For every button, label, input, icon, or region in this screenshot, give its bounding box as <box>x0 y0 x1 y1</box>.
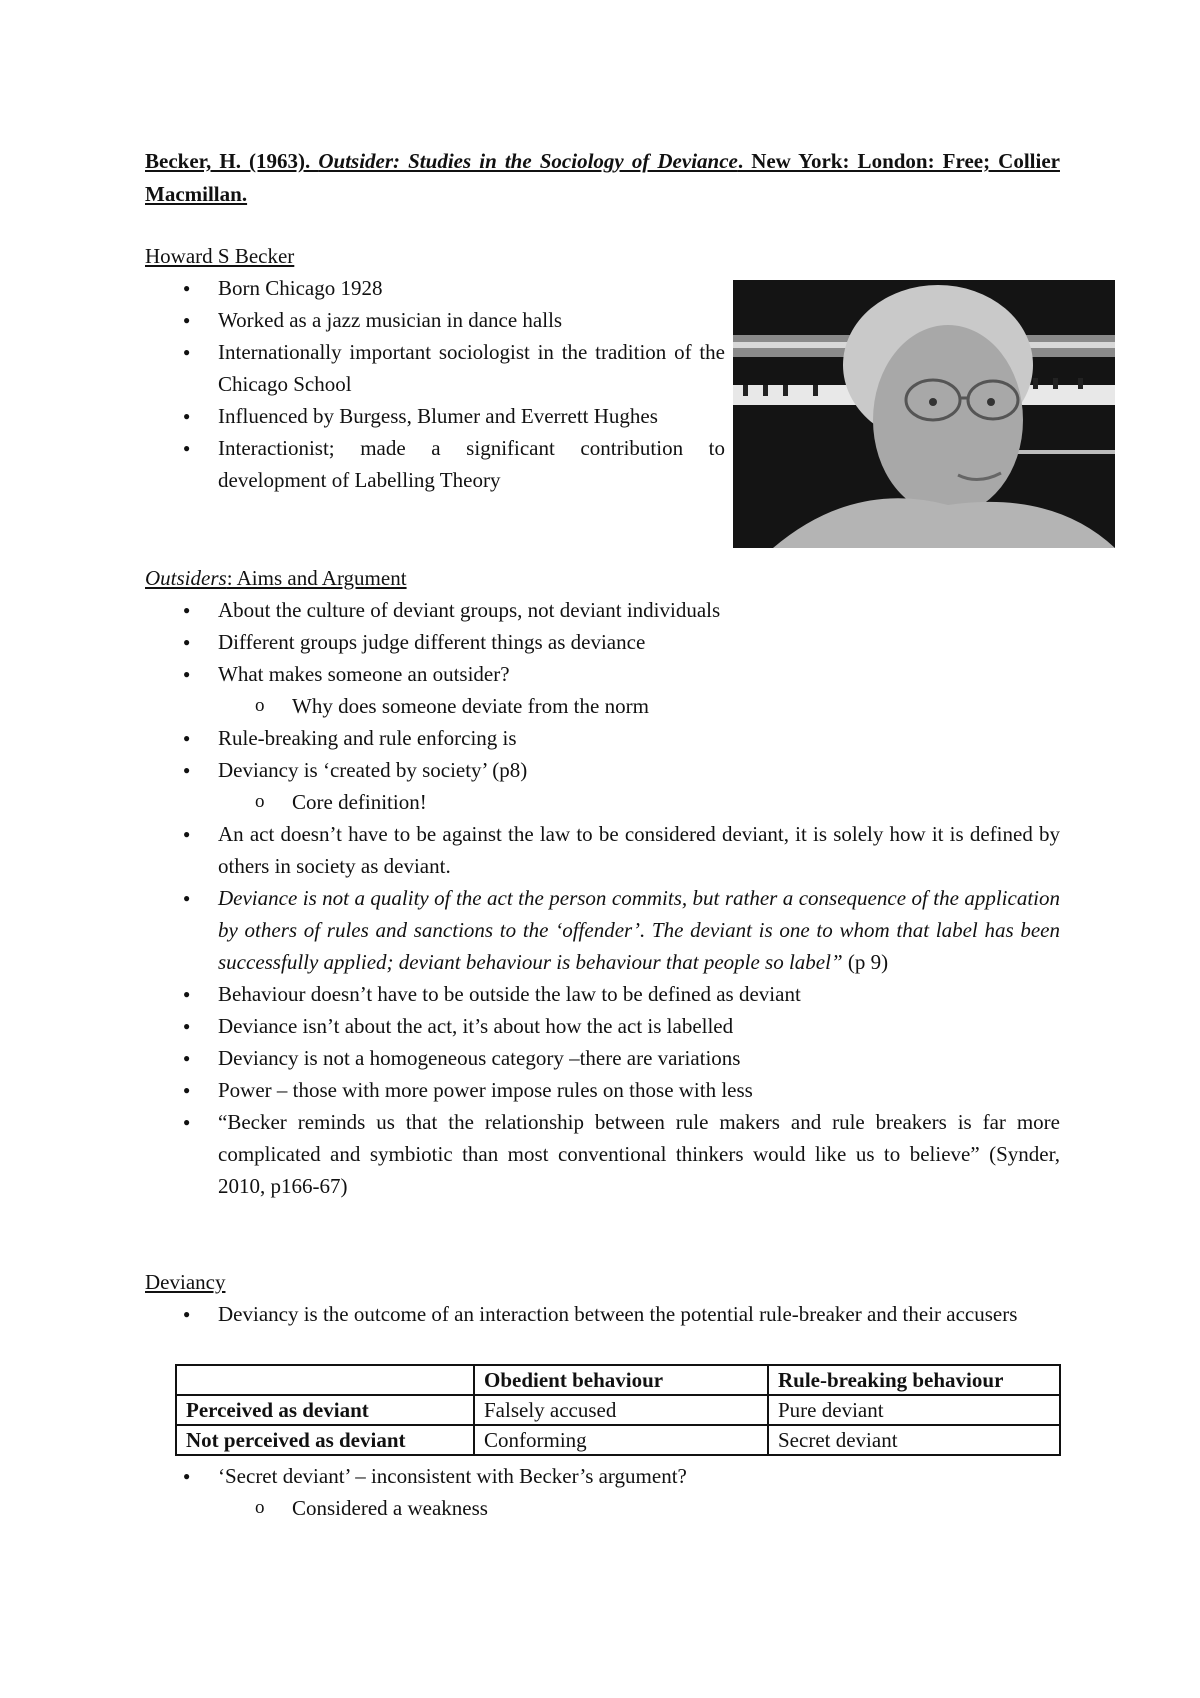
table-cell: Secret deviant <box>768 1425 1060 1455</box>
section-heading-aims-argument: Outsiders: Aims and Argument <box>145 566 407 590</box>
sub-list-item: o Why does someone deviate from the norm <box>145 690 1060 722</box>
citation-publisher: . New York: London: Free; Collier Macmillan. <box>145 149 1060 206</box>
table-cell: Pure deviant <box>768 1395 1060 1425</box>
quote-list-item: ● “Becker reminds us that the relationship between rule makers and rule breakers is far more complicated and symbiotic than most conventional thinkers would like us to believe” (Synder, 2010, p166-67) <box>145 1106 1060 1202</box>
table-cell: Falsely accused <box>474 1395 768 1425</box>
list-item: ● What makes someone an outsider? <box>145 658 1060 690</box>
list-item: ● Internationally important sociologist in the tradition of the Chicago School <box>145 336 725 400</box>
citation-title: Outsider: Studies in the Sociology of Deviance <box>318 149 738 173</box>
list-item: ● Behaviour doesn’t have to be outside the law to be defined as deviant <box>145 978 1060 1010</box>
portrait-image <box>733 280 1115 548</box>
list-item: ● Deviance isn’t about the act, it’s about how the act is labelled <box>145 1010 1060 1042</box>
list-item: ● Interactionist; made a significant contribution to development of Labelling Theory <box>145 432 725 496</box>
table-row-header: Perceived as deviant <box>176 1395 474 1425</box>
table-row <box>176 1425 1060 1455</box>
list-item: ● Deviancy is not a homogeneous category –there are variations <box>145 1042 1060 1074</box>
table-row-header: Not perceived as deviant <box>176 1425 474 1455</box>
list-item: ● Rule-breaking and rule enforcing is <box>145 722 1060 754</box>
citation <box>145 145 1060 211</box>
becker-portrait-photo <box>733 280 1115 548</box>
list-item: ● About the culture of deviant groups, not deviant individuals <box>145 594 1060 626</box>
table-header-row <box>176 1365 1060 1395</box>
list-item: ● Power – those with more power impose rules on those with less <box>145 1074 1060 1106</box>
list-item: ● Influenced by Burgess, Blumer and Everrett Hughes <box>145 400 725 432</box>
section-heading-howard-becker: Howard S Becker <box>145 244 295 268</box>
table-row <box>176 1395 1060 1425</box>
sub-list-item: o Considered a weakness <box>145 1492 1060 1524</box>
list-item: ● Deviancy is the outcome of an interaction between the potential rule-breaker and their accusers <box>145 1298 1060 1330</box>
deviancy-typology-table <box>175 1364 1061 1456</box>
section-heading-deviancy: Deviancy <box>145 1270 226 1294</box>
aims-list <box>145 594 1060 1202</box>
table-header-cell: Obedient behaviour <box>474 1365 768 1395</box>
list-item: ● ‘Secret deviant’ – inconsistent with Becker’s argument? <box>145 1460 1060 1492</box>
deviancy-intro-list <box>145 1298 1060 1330</box>
sub-list-item: o Core definition! <box>145 786 1060 818</box>
list-item: ● Born Chicago 1928 <box>145 272 725 304</box>
quote-list-item: ● Deviance is not a quality of the act the person commits, but rather a consequence of the application by others of rules and sanctions to the ‘offender’. The deviant is one to whom that label has been successfully applied; deviant behaviour is behaviour that people so label” (p 9) <box>145 882 1060 978</box>
citation-author-year: Becker, H. (1963). <box>145 149 319 173</box>
deviancy-after-list <box>145 1460 1060 1524</box>
list-item: ● An act doesn’t have to be against the law to be considered deviant, it is solely how it is defined by others in society as deviant. <box>145 818 1060 882</box>
table-cell: Conforming <box>474 1425 768 1455</box>
table-header-cell: Rule-breaking behaviour <box>768 1365 1060 1395</box>
list-item: ● Different groups judge different things as deviance <box>145 626 1060 658</box>
list-item: ● Deviancy is ‘created by society’ (p8) <box>145 754 1060 786</box>
list-item: ● Worked as a jazz musician in dance halls <box>145 304 725 336</box>
table-cell <box>176 1365 474 1395</box>
bio-list <box>145 272 725 496</box>
